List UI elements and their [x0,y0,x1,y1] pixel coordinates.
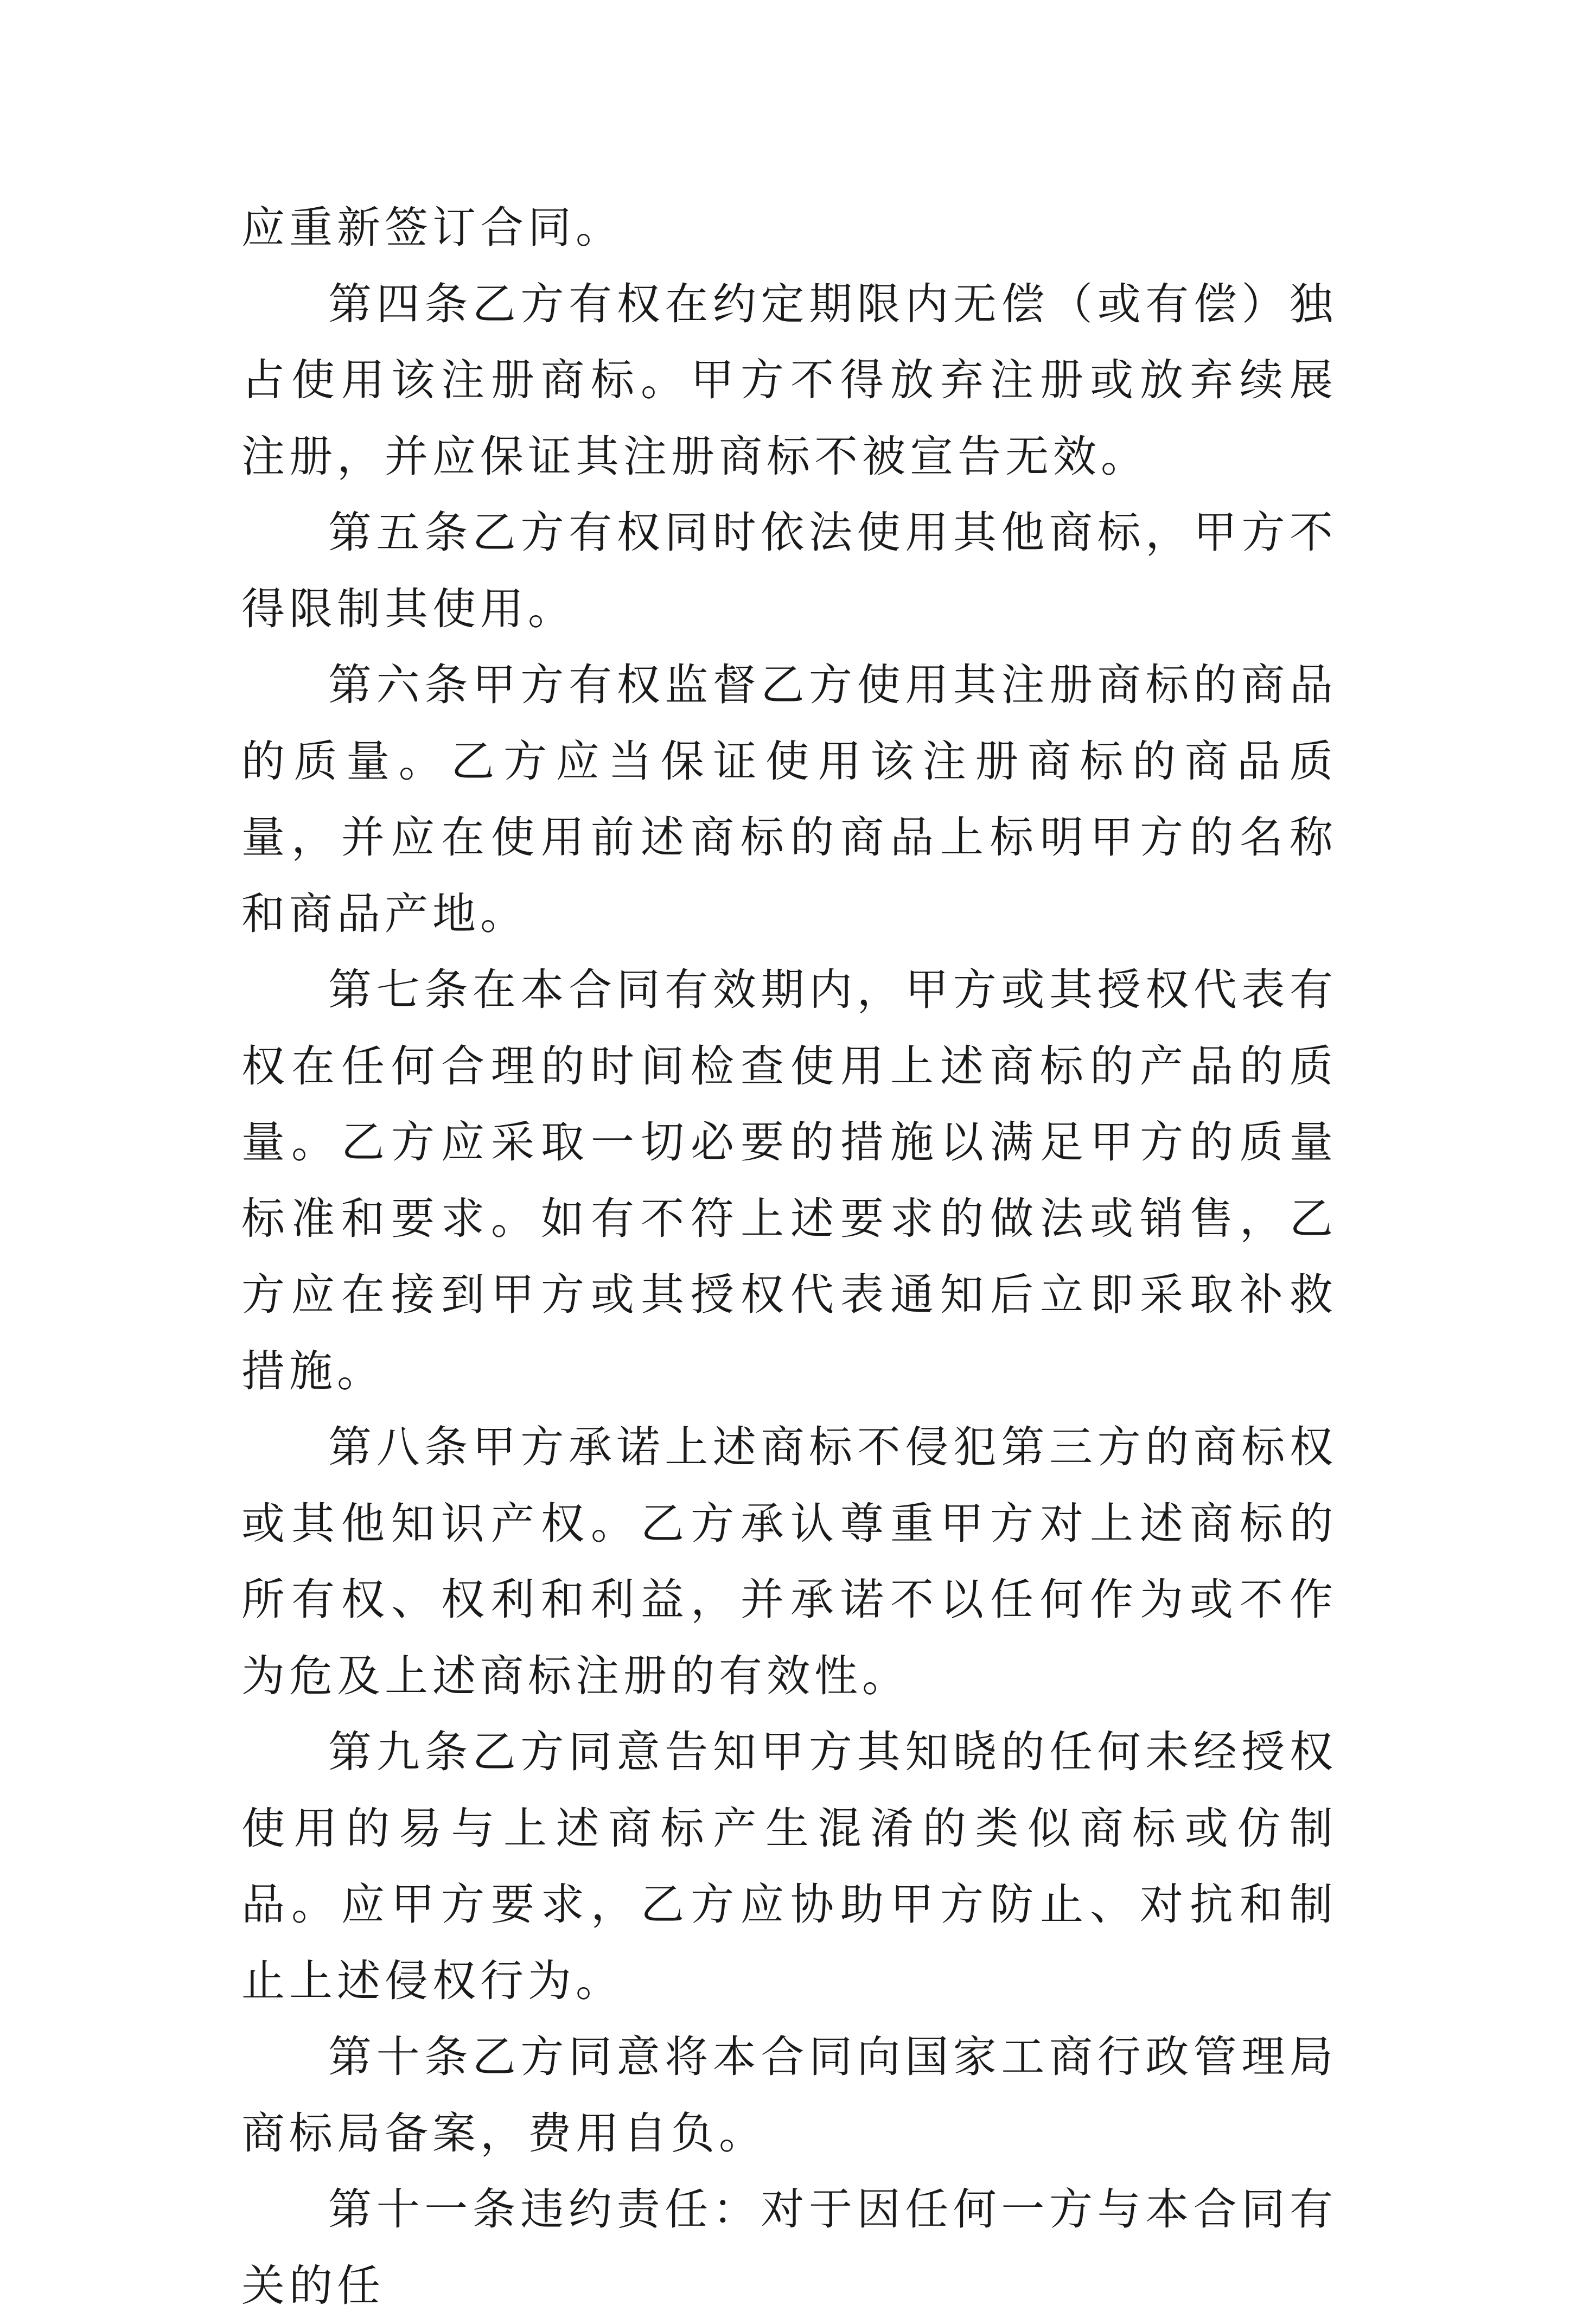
article-7-paragraph: 第七条在本合同有效期内，甲方或其授权代表有权在任何合理的时间检查使用上述商标的产品的质量。乙方应采取一切必要的措施以满足甲方的质量标准和要求。如有不符上述要求的做法或销售，乙方应在接到甲方或其授权代表通知后立即采取补救措施。 [241,965,1337,1396]
article-6-paragraph: 第六条甲方有权监督乙方使用其注册商标的商品的质量。乙方应当保证使用该注册商标的商品质量，并应在使用前述商标的商品上标明甲方的名称和商品产地。 [241,660,1337,939]
document-body [241,190,1337,2324]
article-11-paragraph: 第十一条违约责任：对于因任何一方与本合同有关的任 [241,2184,1337,2311]
article-8-paragraph: 第八条甲方承诺上述商标不侵犯第三方的商标权或其他知识产权。乙方承认尊重甲方对上述商标的所有权、权利和利益，并承诺不以任何作为或不作为危及上述商标注册的有效性。 [241,1422,1337,1701]
article-9-paragraph: 第九条乙方同意告知甲方其知晓的任何未经授权使用的易与上述商标产生混淆的类似商标或仿制品。应甲方要求，乙方应协助甲方防止、对抗和制止上述侵权行为。 [241,1727,1337,2006]
article-4-paragraph: 第四条乙方有权在约定期限内无偿（或有偿）独占使用该注册商标。甲方不得放弃注册或放弃续展注册，并应保证其注册商标不被宣告无效。 [241,278,1337,482]
paragraph-continuation: 应重新签订合同。 [241,202,623,253]
article-5-paragraph: 第五条乙方有权同时依法使用其他商标，甲方不得限制其使用。 [241,507,1337,634]
article-10-paragraph: 第十条乙方同意将本合同向国家工商行政管理局商标局备案，费用自负。 [241,2032,1337,2159]
